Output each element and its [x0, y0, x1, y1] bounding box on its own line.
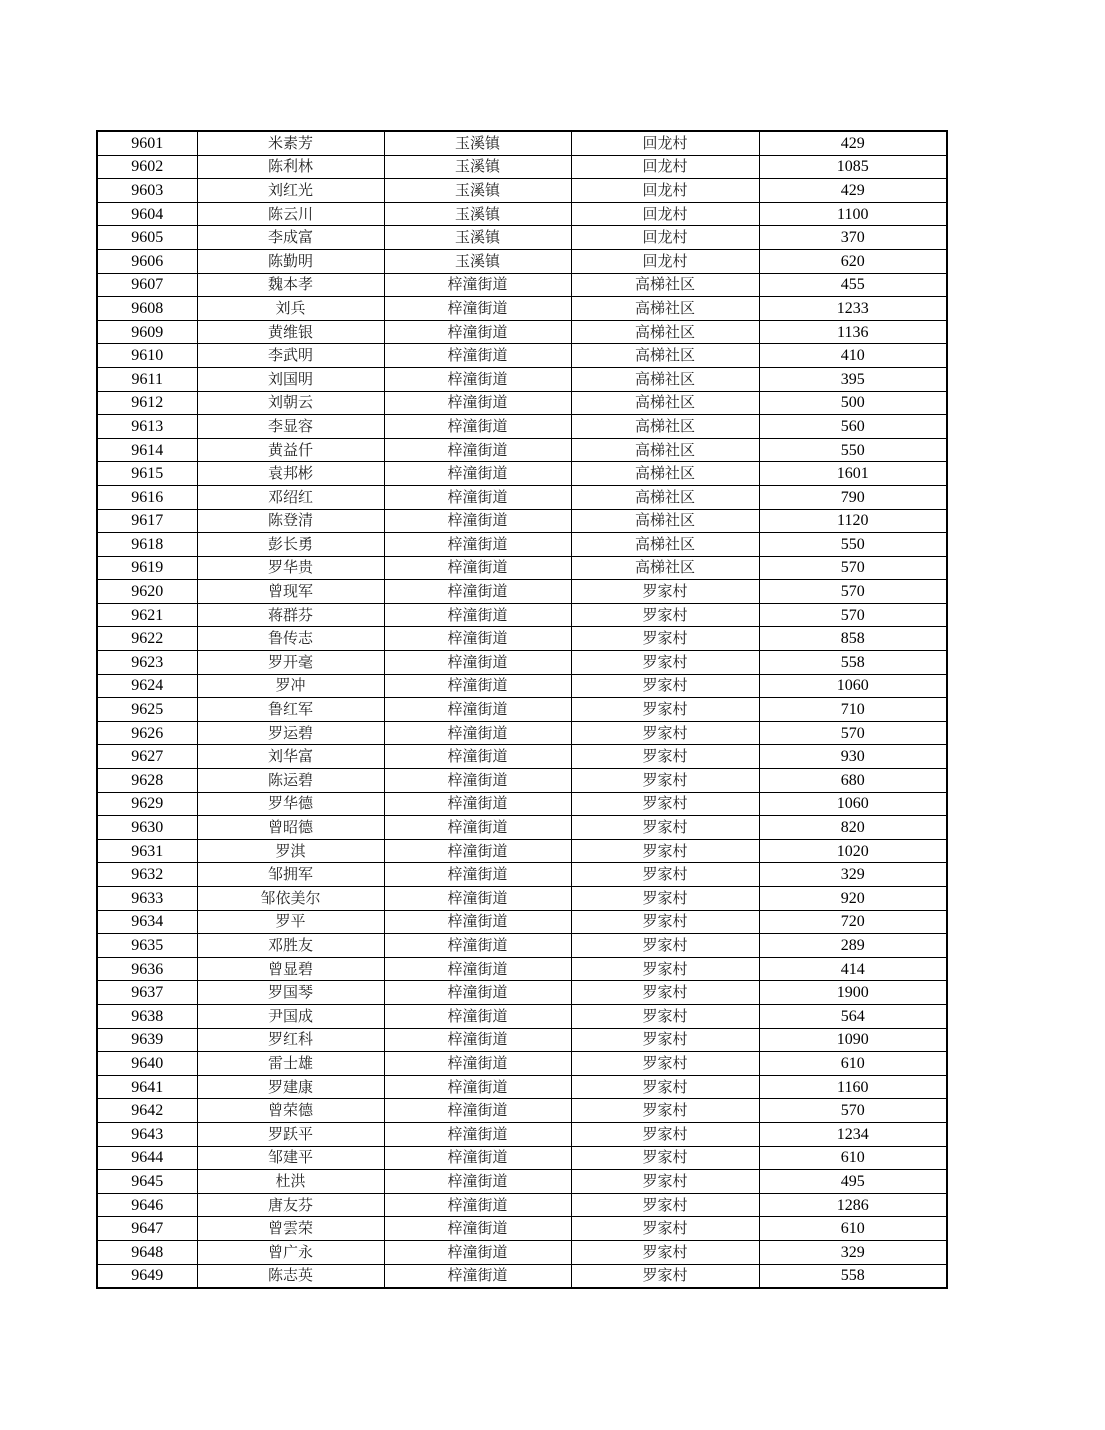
village-cell: 罗家村: [571, 839, 759, 863]
row-number-cell: 9648: [97, 1240, 197, 1264]
name-cell: 罗华德: [197, 792, 384, 816]
table-row: [97, 1075, 947, 1099]
row-number-cell: 9606: [97, 249, 197, 273]
amount-cell: 1100: [759, 202, 947, 226]
amount-cell: 329: [759, 863, 947, 887]
row-number-cell: 9625: [97, 698, 197, 722]
village-cell: 罗家村: [571, 769, 759, 793]
amount-cell: 620: [759, 249, 947, 273]
village-cell: 罗家村: [571, 1193, 759, 1217]
name-cell: 邹依美尔: [197, 887, 384, 911]
village-cell: 罗家村: [571, 674, 759, 698]
amount-cell: 1090: [759, 1028, 947, 1052]
table-row: [97, 792, 947, 816]
row-number-cell: 9624: [97, 674, 197, 698]
amount-cell: 570: [759, 1099, 947, 1123]
row-number-cell: 9627: [97, 745, 197, 769]
name-cell: 罗红科: [197, 1028, 384, 1052]
village-cell: 罗家村: [571, 981, 759, 1005]
name-cell: 陈志英: [197, 1264, 384, 1288]
town-cell: 梓潼街道: [384, 509, 571, 533]
amount-cell: 820: [759, 816, 947, 840]
row-number-cell: 9616: [97, 485, 197, 509]
row-number-cell: 9609: [97, 320, 197, 344]
row-number-cell: 9607: [97, 273, 197, 297]
town-cell: 梓潼街道: [384, 863, 571, 887]
village-cell: 罗家村: [571, 1052, 759, 1076]
amount-cell: 858: [759, 627, 947, 651]
table-row: [97, 839, 947, 863]
table-row: [97, 249, 947, 273]
amount-cell: 1085: [759, 155, 947, 179]
row-number-cell: 9601: [97, 131, 197, 155]
amount-cell: 370: [759, 226, 947, 250]
row-number-cell: 9649: [97, 1264, 197, 1288]
town-cell: 梓潼街道: [384, 391, 571, 415]
row-number-cell: 9629: [97, 792, 197, 816]
name-cell: 唐友芬: [197, 1193, 384, 1217]
town-cell: 梓潼街道: [384, 887, 571, 911]
row-number-cell: 9602: [97, 155, 197, 179]
name-cell: 黄益仟: [197, 438, 384, 462]
town-cell: 梓潼街道: [384, 603, 571, 627]
table-row: [97, 1170, 947, 1194]
town-cell: 梓潼街道: [384, 1004, 571, 1028]
village-cell: 高梯社区: [571, 415, 759, 439]
amount-cell: 1234: [759, 1122, 947, 1146]
village-cell: 高梯社区: [571, 462, 759, 486]
town-cell: 梓潼街道: [384, 1075, 571, 1099]
town-cell: 梓潼街道: [384, 1099, 571, 1123]
village-cell: 罗家村: [571, 1004, 759, 1028]
town-cell: 梓潼街道: [384, 1240, 571, 1264]
town-cell: 梓潼街道: [384, 769, 571, 793]
row-number-cell: 9638: [97, 1004, 197, 1028]
amount-cell: 710: [759, 698, 947, 722]
village-cell: 罗家村: [571, 627, 759, 651]
row-number-cell: 9618: [97, 533, 197, 557]
village-cell: 罗家村: [571, 957, 759, 981]
amount-cell: 1136: [759, 320, 947, 344]
name-cell: 罗建康: [197, 1075, 384, 1099]
town-cell: 玉溪镇: [384, 131, 571, 155]
town-cell: 梓潼街道: [384, 273, 571, 297]
amount-cell: 558: [759, 651, 947, 675]
name-cell: 曾广永: [197, 1240, 384, 1264]
amount-cell: 570: [759, 721, 947, 745]
row-number-cell: 9628: [97, 769, 197, 793]
table-row: [97, 131, 947, 155]
name-cell: 曾现军: [197, 580, 384, 604]
town-cell: 梓潼街道: [384, 910, 571, 934]
amount-cell: 289: [759, 934, 947, 958]
record-table-body: [97, 131, 947, 1288]
table-row: [97, 957, 947, 981]
table-row: [97, 1240, 947, 1264]
town-cell: 梓潼街道: [384, 698, 571, 722]
amount-cell: 790: [759, 485, 947, 509]
table-row: [97, 863, 947, 887]
table-row: [97, 981, 947, 1005]
table-row: [97, 155, 947, 179]
town-cell: 梓潼街道: [384, 981, 571, 1005]
town-cell: 梓潼街道: [384, 1217, 571, 1241]
name-cell: 李成富: [197, 226, 384, 250]
amount-cell: 495: [759, 1170, 947, 1194]
row-number-cell: 9644: [97, 1146, 197, 1170]
village-cell: 回龙村: [571, 131, 759, 155]
amount-cell: 414: [759, 957, 947, 981]
row-number-cell: 9603: [97, 179, 197, 203]
village-cell: 高梯社区: [571, 367, 759, 391]
town-cell: 梓潼街道: [384, 934, 571, 958]
row-number-cell: 9646: [97, 1193, 197, 1217]
town-cell: 梓潼街道: [384, 297, 571, 321]
name-cell: 邓绍红: [197, 485, 384, 509]
village-cell: 高梯社区: [571, 344, 759, 368]
village-cell: 罗家村: [571, 816, 759, 840]
row-number-cell: 9604: [97, 202, 197, 226]
name-cell: 曾荣德: [197, 1099, 384, 1123]
town-cell: 梓潼街道: [384, 344, 571, 368]
name-cell: 罗平: [197, 910, 384, 934]
row-number-cell: 9633: [97, 887, 197, 911]
row-number-cell: 9637: [97, 981, 197, 1005]
name-cell: 彭长勇: [197, 533, 384, 557]
amount-cell: 429: [759, 179, 947, 203]
amount-cell: 564: [759, 1004, 947, 1028]
name-cell: 陈勤明: [197, 249, 384, 273]
name-cell: 罗冲: [197, 674, 384, 698]
town-cell: 玉溪镇: [384, 202, 571, 226]
table-row: [97, 1146, 947, 1170]
row-number-cell: 9641: [97, 1075, 197, 1099]
town-cell: 梓潼街道: [384, 627, 571, 651]
name-cell: 刘兵: [197, 297, 384, 321]
village-cell: 回龙村: [571, 179, 759, 203]
row-number-cell: 9605: [97, 226, 197, 250]
amount-cell: 500: [759, 391, 947, 415]
village-cell: 罗家村: [571, 603, 759, 627]
town-cell: 梓潼街道: [384, 1264, 571, 1288]
village-cell: 罗家村: [571, 910, 759, 934]
name-cell: 刘红光: [197, 179, 384, 203]
name-cell: 曾昭德: [197, 816, 384, 840]
name-cell: 罗淇: [197, 839, 384, 863]
row-number-cell: 9621: [97, 603, 197, 627]
table-row: [97, 651, 947, 675]
village-cell: 罗家村: [571, 792, 759, 816]
amount-cell: 1900: [759, 981, 947, 1005]
village-cell: 高梯社区: [571, 320, 759, 344]
name-cell: 尹国成: [197, 1004, 384, 1028]
table-row: [97, 1122, 947, 1146]
town-cell: 梓潼街道: [384, 792, 571, 816]
town-cell: 玉溪镇: [384, 249, 571, 273]
table-row: [97, 1028, 947, 1052]
village-cell: 高梯社区: [571, 509, 759, 533]
village-cell: 高梯社区: [571, 485, 759, 509]
village-cell: 罗家村: [571, 745, 759, 769]
table-row: [97, 769, 947, 793]
amount-cell: 1020: [759, 839, 947, 863]
amount-cell: 1286: [759, 1193, 947, 1217]
name-cell: 雷士雄: [197, 1052, 384, 1076]
row-number-cell: 9610: [97, 344, 197, 368]
row-number-cell: 9632: [97, 863, 197, 887]
village-cell: 罗家村: [571, 1264, 759, 1288]
table-row: [97, 320, 947, 344]
table-row: [97, 297, 947, 321]
town-cell: 梓潼街道: [384, 651, 571, 675]
row-number-cell: 9635: [97, 934, 197, 958]
town-cell: 玉溪镇: [384, 226, 571, 250]
village-cell: 回龙村: [571, 226, 759, 250]
town-cell: 梓潼街道: [384, 839, 571, 863]
table-row: [97, 485, 947, 509]
town-cell: 梓潼街道: [384, 367, 571, 391]
name-cell: 陈登清: [197, 509, 384, 533]
row-number-cell: 9623: [97, 651, 197, 675]
village-cell: 罗家村: [571, 1075, 759, 1099]
table-row: [97, 580, 947, 604]
table-row: [97, 698, 947, 722]
table-row: [97, 674, 947, 698]
village-cell: 高梯社区: [571, 533, 759, 557]
village-cell: 罗家村: [571, 1217, 759, 1241]
table-row: [97, 721, 947, 745]
amount-cell: 1120: [759, 509, 947, 533]
row-number-cell: 9643: [97, 1122, 197, 1146]
table-row: [97, 1052, 947, 1076]
amount-cell: 550: [759, 533, 947, 557]
table-row: [97, 367, 947, 391]
name-cell: 李显容: [197, 415, 384, 439]
name-cell: 黄维银: [197, 320, 384, 344]
name-cell: 罗开毫: [197, 651, 384, 675]
table-row: [97, 1004, 947, 1028]
row-number-cell: 9614: [97, 438, 197, 462]
row-number-cell: 9636: [97, 957, 197, 981]
town-cell: 梓潼街道: [384, 721, 571, 745]
village-cell: 高梯社区: [571, 273, 759, 297]
amount-cell: 395: [759, 367, 947, 391]
amount-cell: 610: [759, 1217, 947, 1241]
town-cell: 玉溪镇: [384, 179, 571, 203]
row-number-cell: 9631: [97, 839, 197, 863]
town-cell: 玉溪镇: [384, 155, 571, 179]
row-number-cell: 9620: [97, 580, 197, 604]
name-cell: 袁邦彬: [197, 462, 384, 486]
table-row: [97, 556, 947, 580]
village-cell: 高梯社区: [571, 297, 759, 321]
table-row: [97, 745, 947, 769]
town-cell: 梓潼街道: [384, 1122, 571, 1146]
town-cell: 梓潼街道: [384, 438, 571, 462]
village-cell: 罗家村: [571, 934, 759, 958]
amount-cell: 1060: [759, 792, 947, 816]
name-cell: 米素芳: [197, 131, 384, 155]
village-cell: 罗家村: [571, 1028, 759, 1052]
table-row: [97, 1099, 947, 1123]
amount-cell: 1160: [759, 1075, 947, 1099]
amount-cell: 1601: [759, 462, 947, 486]
row-number-cell: 9639: [97, 1028, 197, 1052]
table-row: [97, 179, 947, 203]
row-number-cell: 9647: [97, 1217, 197, 1241]
village-cell: 罗家村: [571, 887, 759, 911]
name-cell: 罗国琴: [197, 981, 384, 1005]
name-cell: 邹拥军: [197, 863, 384, 887]
table-row: [97, 934, 947, 958]
village-cell: 罗家村: [571, 721, 759, 745]
town-cell: 梓潼街道: [384, 533, 571, 557]
name-cell: 陈运碧: [197, 769, 384, 793]
amount-cell: 1060: [759, 674, 947, 698]
table-row: [97, 627, 947, 651]
village-cell: 罗家村: [571, 651, 759, 675]
amount-cell: 720: [759, 910, 947, 934]
name-cell: 李武明: [197, 344, 384, 368]
amount-cell: 920: [759, 887, 947, 911]
amount-cell: 570: [759, 556, 947, 580]
amount-cell: 610: [759, 1052, 947, 1076]
town-cell: 梓潼街道: [384, 1052, 571, 1076]
village-cell: 回龙村: [571, 155, 759, 179]
row-number-cell: 9612: [97, 391, 197, 415]
town-cell: 梓潼街道: [384, 674, 571, 698]
amount-cell: 455: [759, 273, 947, 297]
village-cell: 高梯社区: [571, 391, 759, 415]
row-number-cell: 9634: [97, 910, 197, 934]
table-row: [97, 391, 947, 415]
name-cell: 陈利林: [197, 155, 384, 179]
town-cell: 梓潼街道: [384, 462, 571, 486]
table-row: [97, 202, 947, 226]
row-number-cell: 9617: [97, 509, 197, 533]
name-cell: 蒋群芬: [197, 603, 384, 627]
name-cell: 罗跃平: [197, 1122, 384, 1146]
table-row: [97, 603, 947, 627]
row-number-cell: 9608: [97, 297, 197, 321]
table-row: [97, 509, 947, 533]
village-cell: 高梯社区: [571, 438, 759, 462]
table-row: [97, 887, 947, 911]
table-row: [97, 462, 947, 486]
name-cell: 杜洪: [197, 1170, 384, 1194]
amount-cell: 610: [759, 1146, 947, 1170]
table-row: [97, 1193, 947, 1217]
village-cell: 罗家村: [571, 698, 759, 722]
amount-cell: 429: [759, 131, 947, 155]
name-cell: 邹建平: [197, 1146, 384, 1170]
table-row: [97, 344, 947, 368]
row-number-cell: 9615: [97, 462, 197, 486]
row-number-cell: 9645: [97, 1170, 197, 1194]
name-cell: 罗华贵: [197, 556, 384, 580]
row-number-cell: 9622: [97, 627, 197, 651]
amount-cell: 560: [759, 415, 947, 439]
village-cell: 罗家村: [571, 580, 759, 604]
table-row: [97, 1264, 947, 1288]
town-cell: 梓潼街道: [384, 485, 571, 509]
table-row: [97, 910, 947, 934]
amount-cell: 570: [759, 603, 947, 627]
town-cell: 梓潼街道: [384, 1193, 571, 1217]
town-cell: 梓潼街道: [384, 1170, 571, 1194]
row-number-cell: 9642: [97, 1099, 197, 1123]
town-cell: 梓潼街道: [384, 1146, 571, 1170]
table-row: [97, 415, 947, 439]
town-cell: 梓潼街道: [384, 745, 571, 769]
town-cell: 梓潼街道: [384, 415, 571, 439]
record-table: [96, 130, 948, 1289]
village-cell: 罗家村: [571, 1240, 759, 1264]
village-cell: 回龙村: [571, 249, 759, 273]
name-cell: 刘华富: [197, 745, 384, 769]
name-cell: 罗运碧: [197, 721, 384, 745]
name-cell: 曾显碧: [197, 957, 384, 981]
table-row: [97, 226, 947, 250]
town-cell: 梓潼街道: [384, 957, 571, 981]
village-cell: 罗家村: [571, 1099, 759, 1123]
name-cell: 鲁红军: [197, 698, 384, 722]
name-cell: 曾雲荣: [197, 1217, 384, 1241]
town-cell: 梓潼街道: [384, 556, 571, 580]
name-cell: 魏本孝: [197, 273, 384, 297]
town-cell: 梓潼街道: [384, 1028, 571, 1052]
table-row: [97, 816, 947, 840]
village-cell: 罗家村: [571, 1122, 759, 1146]
amount-cell: 570: [759, 580, 947, 604]
town-cell: 梓潼街道: [384, 320, 571, 344]
table-row: [97, 273, 947, 297]
amount-cell: 558: [759, 1264, 947, 1288]
row-number-cell: 9613: [97, 415, 197, 439]
amount-cell: 550: [759, 438, 947, 462]
amount-cell: 329: [759, 1240, 947, 1264]
name-cell: 鲁传志: [197, 627, 384, 651]
row-number-cell: 9626: [97, 721, 197, 745]
table-row: [97, 438, 947, 462]
table-row: [97, 533, 947, 557]
name-cell: 陈云川: [197, 202, 384, 226]
amount-cell: 410: [759, 344, 947, 368]
village-cell: 高梯社区: [571, 556, 759, 580]
village-cell: 罗家村: [571, 1170, 759, 1194]
village-cell: 罗家村: [571, 863, 759, 887]
name-cell: 刘国明: [197, 367, 384, 391]
amount-cell: 680: [759, 769, 947, 793]
amount-cell: 930: [759, 745, 947, 769]
row-number-cell: 9640: [97, 1052, 197, 1076]
row-number-cell: 9611: [97, 367, 197, 391]
town-cell: 梓潼街道: [384, 580, 571, 604]
town-cell: 梓潼街道: [384, 816, 571, 840]
village-cell: 罗家村: [571, 1146, 759, 1170]
row-number-cell: 9619: [97, 556, 197, 580]
name-cell: 邓胜友: [197, 934, 384, 958]
village-cell: 回龙村: [571, 202, 759, 226]
amount-cell: 1233: [759, 297, 947, 321]
row-number-cell: 9630: [97, 816, 197, 840]
table-row: [97, 1217, 947, 1241]
name-cell: 刘朝云: [197, 391, 384, 415]
